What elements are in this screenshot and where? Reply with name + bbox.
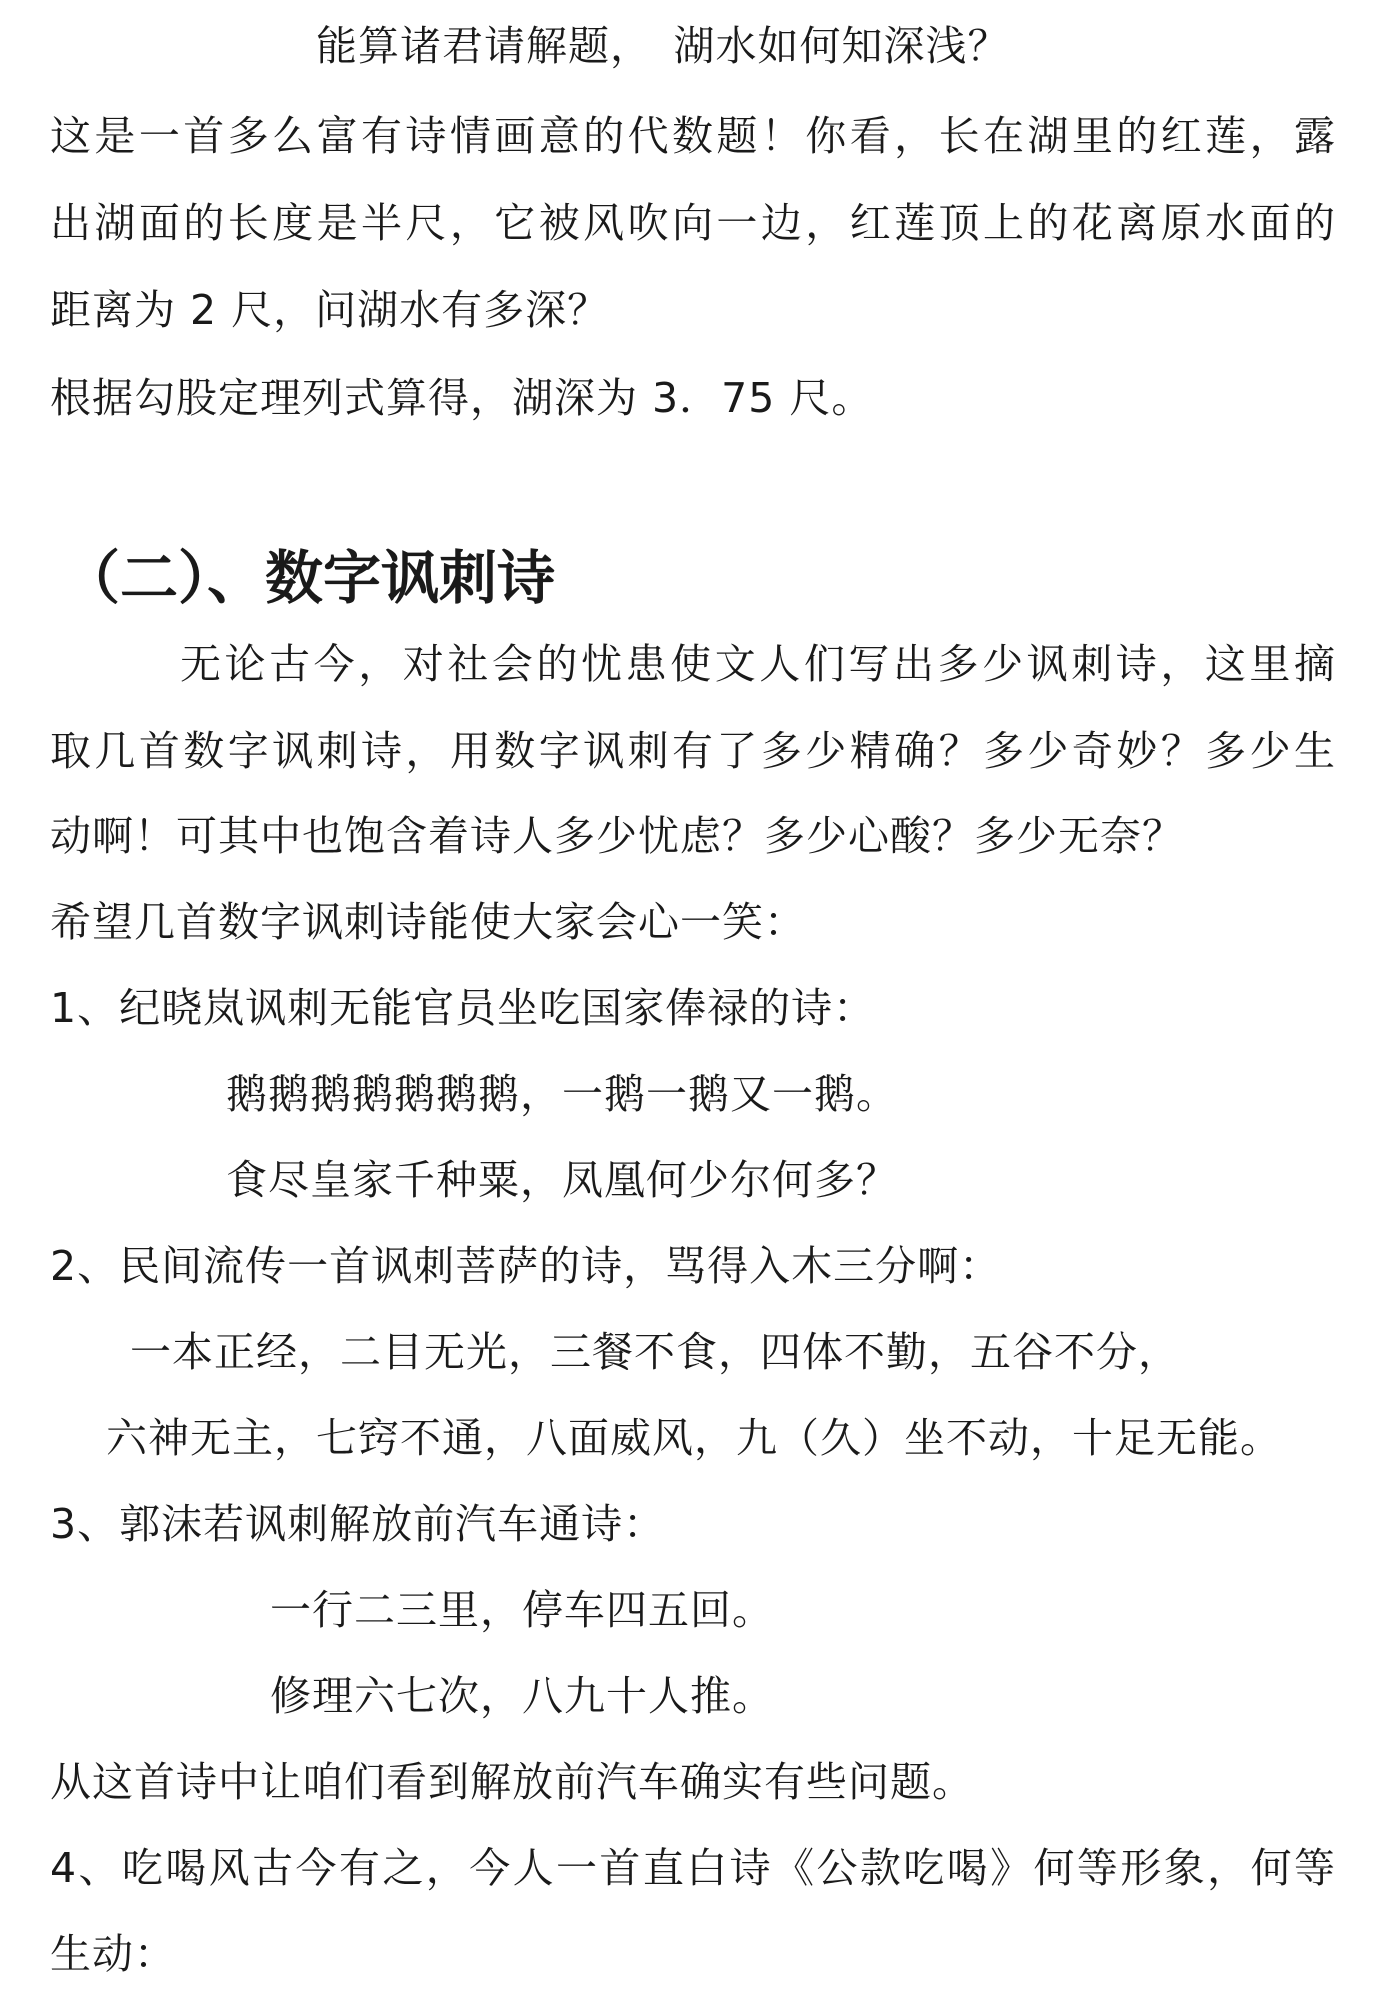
poem-line: 六神无主，七窍不通，八面威风，九（久）坐不动，十足无能。	[106, 1414, 1282, 1462]
paragraph-line: 无论古今，对社会的忧患使文人们写出多少讽刺诗，这里摘	[180, 640, 1336, 688]
poem-last-line: 能算诸君请解题， 湖水如何知深浅？	[316, 22, 1010, 70]
poem-line: 修理六七次，八九十人推。	[270, 1672, 774, 1720]
answer-line: 根据勾股定理列式算得，湖深为 3．75 尺。	[50, 374, 874, 422]
paragraph-line: 从这首诗中让咱们看到解放前汽车确实有些问题。	[50, 1758, 974, 1806]
paragraph-line: 距离为 2 尺，问湖水有多深？	[50, 286, 610, 334]
poem-line: 一行二三里，停车四五回。	[270, 1586, 774, 1634]
list-item-label: 2、民间流传一首讽刺菩萨的诗，骂得入木三分啊：	[50, 1242, 1002, 1290]
paragraph-line: 出湖面的长度是半尺，它被风吹向一边，红莲顶上的花离原水面的	[50, 199, 1336, 247]
list-item-label: 3、郭沫若讽刺解放前汽车通诗：	[50, 1500, 666, 1548]
list-item-label: 生动：	[50, 1930, 176, 1978]
paragraph-line: 这是一首多么富有诗情画意的代数题！你看，长在湖里的红莲，露	[50, 112, 1336, 160]
paragraph-line: 取几首数字讽刺诗，用数字讽刺有了多少精确？多少奇妙？多少生	[50, 727, 1336, 775]
list-item-label: 1、纪晓岚讽刺无能官员坐吃国家俸禄的诗：	[50, 984, 876, 1032]
poem-line: 鹅鹅鹅鹅鹅鹅鹅，一鹅一鹅又一鹅。	[226, 1070, 898, 1118]
section-heading: （二）、数字讽刺诗	[62, 544, 556, 612]
paragraph-line: 动啊！可其中也饱含着诗人多少忧虑？多少心酸？多少无奈？	[50, 812, 1184, 860]
poem-line: 食尽皇家千种粟，凤凰何少尔何多？	[226, 1156, 898, 1204]
paragraph-line: 希望几首数字讽刺诗能使大家会心一笑：	[50, 898, 806, 946]
list-item-label: 4、吃喝风古今有之，今人一首直白诗《公款吃喝》何等形象，何等	[50, 1844, 1336, 1892]
poem-line: 一本正经，二目无光，三餐不食，四体不勤，五谷不分，	[130, 1328, 1180, 1376]
